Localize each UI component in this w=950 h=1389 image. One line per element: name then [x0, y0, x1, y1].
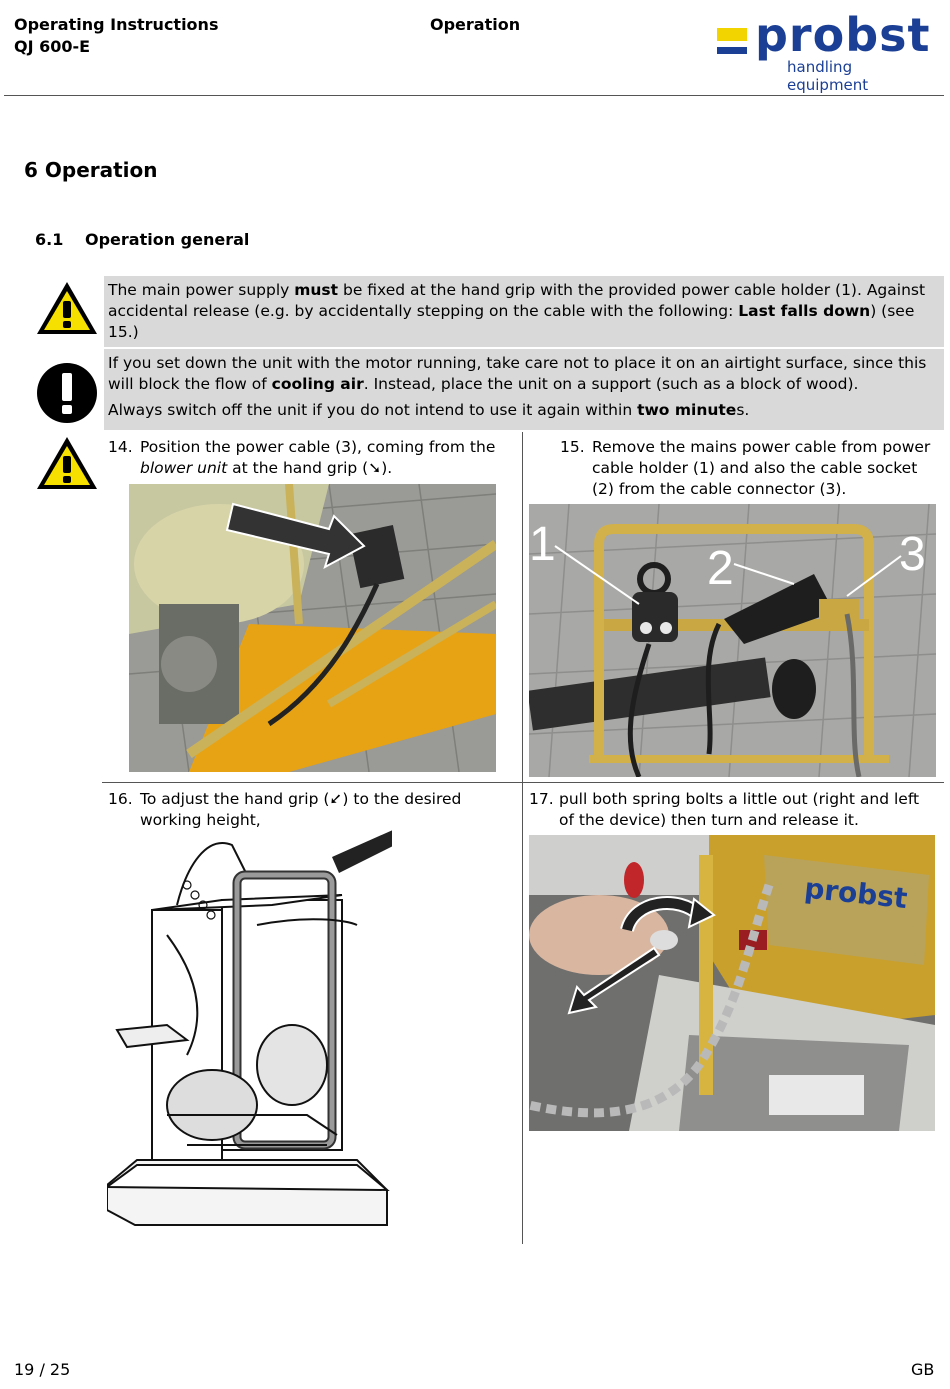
step-14-text-d: ).: [381, 459, 393, 477]
step-17-text: pull both spring bolts a little out (right and left of the device) then turn and release it.: [559, 790, 920, 829]
note2-text-cooling-air: cooling air: [271, 375, 364, 393]
step-16-text-b: ) to the desired working height,: [140, 790, 462, 829]
language-code: GB: [911, 1360, 935, 1379]
section-title: Operation general: [85, 230, 250, 249]
step-14-text: [140, 437, 520, 479]
step-14-text-c: at the hand grip (: [227, 459, 369, 477]
warning-triangle-icon: [34, 279, 100, 337]
note2-text-d: Always switch off the unit if you do not intend to use it again within: [108, 401, 638, 419]
exclamation-circle-icon: [36, 362, 98, 424]
step-15-text: Remove the mains power cable from power cable holder (1) and also the cable socket (2) from the cable connector (3).: [592, 438, 931, 498]
callout-label-2: 2: [707, 542, 734, 595]
note1-text-a: The main power supply: [108, 281, 295, 299]
drawing-hand-grip-adjustment: [107, 815, 392, 1230]
callout-label-3: 3: [899, 528, 926, 581]
arrow-down-left-icon: ➘: [329, 790, 343, 808]
arrow-down-right-icon: ➘: [368, 459, 382, 477]
header-section: Operation: [430, 15, 521, 34]
note1-text-c: be fixed at the hand grip with the provided power cable holder (1). Against accidental release (e.g. by accidentally stepping on the cable with the following:: [108, 281, 926, 320]
photo-power-cable-hand-grip: [129, 484, 496, 772]
probst-logo: [715, 8, 935, 94]
page-number: 19 / 25: [14, 1360, 71, 1379]
photo-cable-holder-socket: [529, 504, 936, 777]
step-17-number: 17.: [529, 790, 554, 808]
warning-note-power-supply: [104, 276, 944, 347]
logo-blue-bar: [717, 47, 747, 54]
step-14-text-a: Position the power cable (3), coming from the: [140, 438, 496, 456]
callout-label-1: 1: [529, 518, 556, 571]
warning-triangle-icon: [34, 434, 100, 492]
note2-text-two-minutes: two minute: [637, 401, 737, 419]
step-15: [560, 437, 940, 503]
step-15-number: 15.: [560, 438, 585, 456]
logo-subtitle: handling equipment: [787, 58, 869, 94]
note2-text-f: s.: [736, 401, 750, 419]
note2-text-a: If you set down the unit with the motor running, take care not to place it on an airtight surface, since this will block the flow of: [108, 354, 927, 393]
note2-text-c: . Instead, place the unit on a support (such as a block of wood).: [363, 375, 859, 393]
step-14: [108, 437, 518, 481]
caution-note-cooling-air: [104, 349, 944, 430]
header-doc-info: [14, 14, 218, 58]
step-14-blower-unit: blower unit: [140, 459, 228, 477]
logo-yellow-bar: [717, 28, 747, 41]
doc-title: Operating Instructions: [14, 15, 219, 34]
column-divider: [522, 432, 523, 1244]
doc-model: QJ 600-E: [14, 37, 91, 56]
section-number: 6.1: [35, 230, 64, 249]
note1-text-last-falls-down: Last falls down: [738, 302, 871, 320]
photo-spring-bolts: [529, 835, 935, 1131]
step-16-number: 16.: [108, 790, 133, 808]
note1-text-e: ) (see 15.): [108, 302, 915, 341]
section-heading: [35, 230, 249, 249]
step-16-text-a: To adjust the hand grip (: [140, 790, 330, 808]
step-14-number: 14.: [108, 438, 133, 456]
row-divider: [102, 782, 944, 783]
chapter-title: 6 Operation: [24, 158, 158, 182]
logo-word: probst: [755, 8, 931, 62]
step-17: [529, 789, 939, 833]
brand-plate-text: probst: [802, 871, 909, 916]
header-rule: [4, 95, 944, 96]
note1-text-must: must: [294, 281, 339, 299]
